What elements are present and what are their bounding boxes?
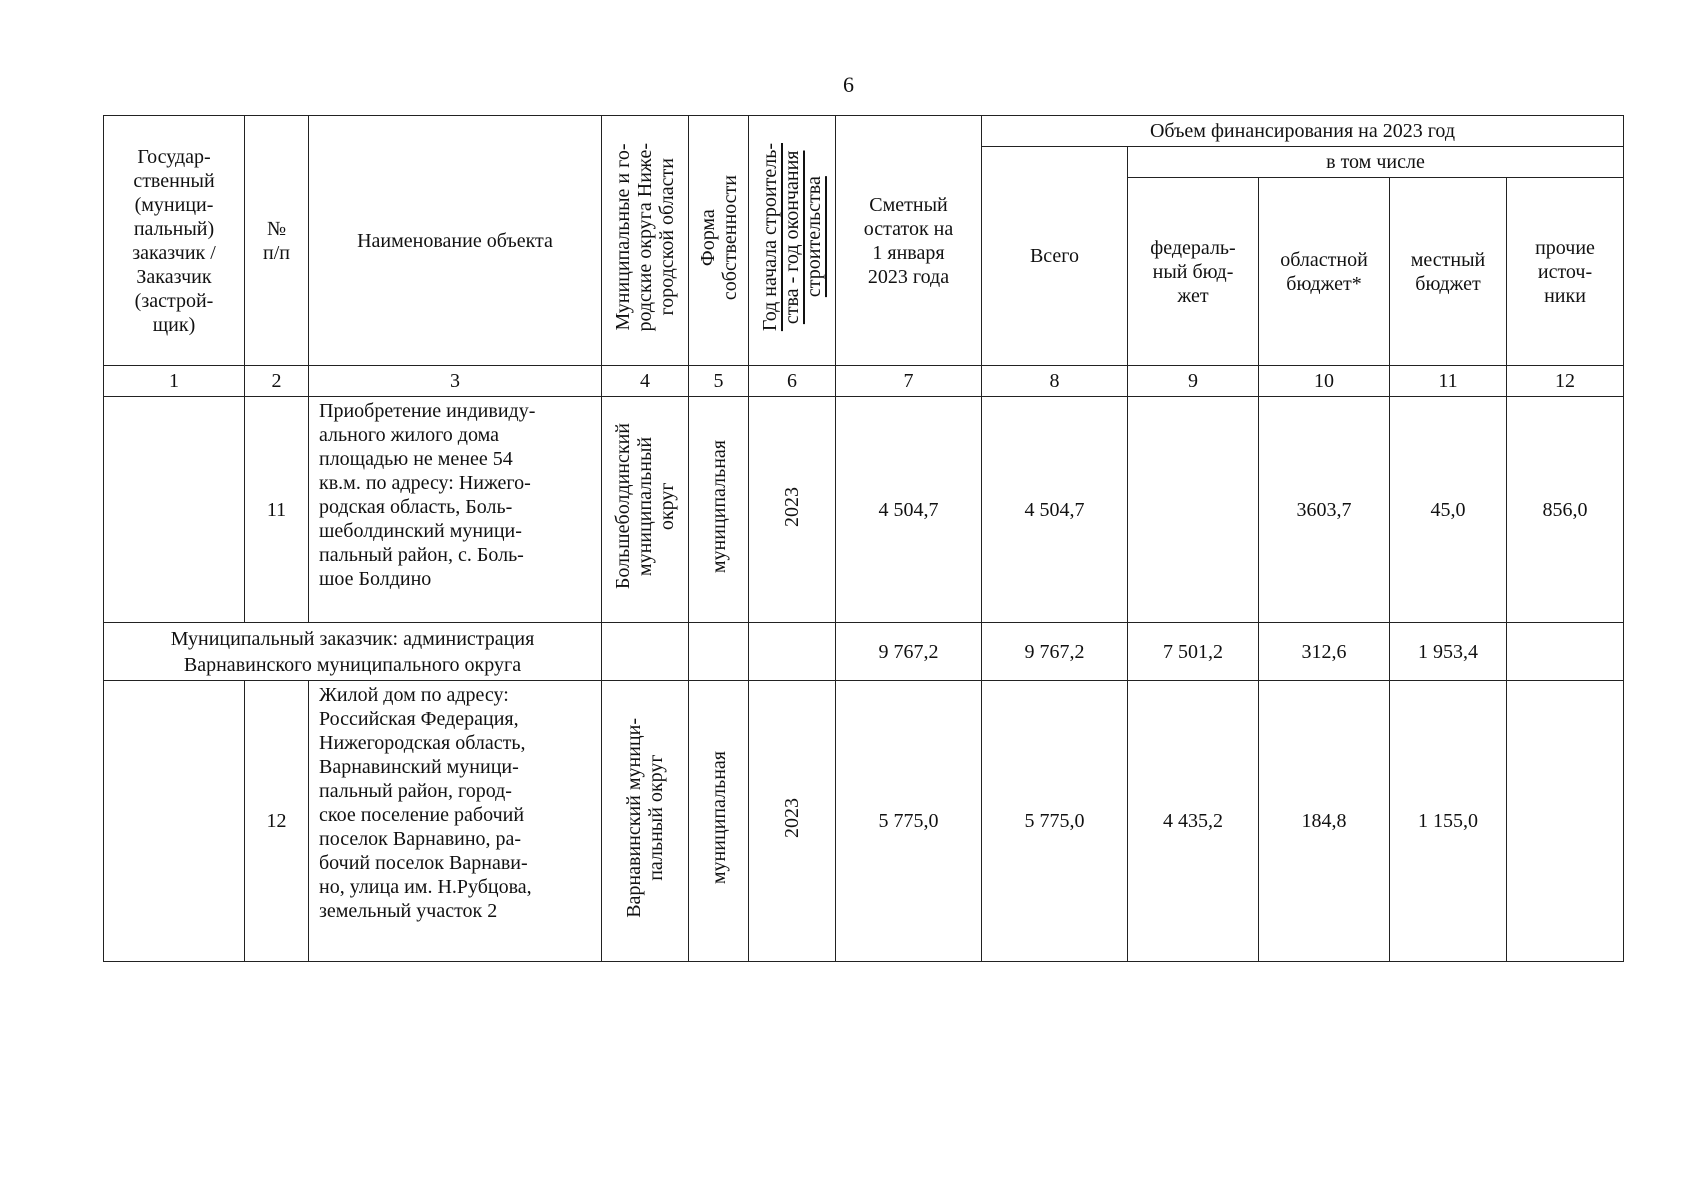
row-no: 12 bbox=[245, 681, 309, 962]
row-customer-cell bbox=[104, 681, 245, 962]
column-number: 9 bbox=[1128, 366, 1259, 397]
column-number: 10 bbox=[1259, 366, 1390, 397]
group-empty-cell bbox=[602, 623, 689, 681]
group-other bbox=[1507, 623, 1624, 681]
row-municipality-label: Большеболдинский муниципальный округ bbox=[612, 423, 678, 590]
header-ownership-label: Форма собственности bbox=[696, 174, 741, 301]
row-municipality-label: Варнавинский муници- пальный округ bbox=[623, 718, 667, 918]
group-federal: 7 501,2 bbox=[1128, 623, 1259, 681]
column-number: 2 bbox=[245, 366, 309, 397]
column-number: 6 bbox=[749, 366, 836, 397]
row-ownership bbox=[689, 397, 749, 623]
header-balance: Сметный остаток на 1 января 2023 года bbox=[836, 116, 982, 366]
header-regional: областной бюджет* bbox=[1259, 178, 1390, 366]
column-number: 4 bbox=[602, 366, 689, 397]
row-total: 5 775,0 bbox=[982, 681, 1128, 962]
row-balance: 5 775,0 bbox=[836, 681, 982, 962]
column-number: 3 bbox=[309, 366, 602, 397]
header-municipality bbox=[602, 116, 689, 366]
row-customer-cell bbox=[104, 397, 245, 623]
row-regional: 3603,7 bbox=[1259, 397, 1390, 623]
table-row bbox=[104, 681, 1624, 962]
header-years-label: Год начала строитель- ства - год окончания строительства bbox=[759, 143, 825, 332]
column-number: 11 bbox=[1390, 366, 1507, 397]
column-number: 8 bbox=[982, 366, 1128, 397]
row-object-name: Жилой дом по адресу: Российская Федерация, Нижегородская область, Варнавинский муници- пальный район, город- ское поселение рабочий поселок Варнавино, ра- бочий поселок Варнави- но, улица им. Н.Рубцова, земельный участок 2 bbox=[309, 681, 602, 962]
column-number: 5 bbox=[689, 366, 749, 397]
row-year bbox=[749, 681, 836, 962]
row-ownership-label: муниципальная bbox=[707, 751, 730, 885]
row-year-label: 2023 bbox=[781, 486, 803, 527]
row-regional: 184,8 bbox=[1259, 681, 1390, 962]
table-row bbox=[104, 397, 1624, 623]
header-federal: федераль- ный бюд- жет bbox=[1128, 178, 1259, 366]
header-financing: Объем финансирования на 2023 год bbox=[982, 116, 1624, 147]
header-other: прочие источ- ники bbox=[1507, 178, 1624, 366]
group-customer-row bbox=[104, 623, 1624, 681]
row-year bbox=[749, 397, 836, 623]
group-customer-label: Муниципальный заказчик: администрация Варнавинского муниципального округа bbox=[104, 623, 602, 681]
row-balance: 4 504,7 bbox=[836, 397, 982, 623]
row-total: 4 504,7 bbox=[982, 397, 1128, 623]
page-number: 6 bbox=[843, 72, 854, 97]
column-numbers-row bbox=[104, 366, 1624, 397]
row-municipality bbox=[602, 681, 689, 962]
group-total: 9 767,2 bbox=[982, 623, 1128, 681]
row-federal bbox=[1128, 397, 1259, 623]
row-ownership-label: муниципальная bbox=[707, 439, 730, 574]
row-federal: 4 435,2 bbox=[1128, 681, 1259, 962]
group-empty-cell bbox=[749, 623, 836, 681]
row-object-name: Приобретение индивиду- ального жилого дома площадью не менее 54 кв.м. по адресу: Нижего- родская область, Боль- шеболдинский муници- пальный район, с. Боль- шое Болдино bbox=[309, 397, 602, 623]
row-municipality bbox=[602, 397, 689, 623]
header-municipality-label: Муниципальные и го- родские округа Ниже- городской области bbox=[612, 143, 678, 332]
row-ownership bbox=[689, 681, 749, 962]
header-including: в том числе bbox=[1128, 147, 1624, 178]
group-local: 1 953,4 bbox=[1390, 623, 1507, 681]
group-regional: 312,6 bbox=[1259, 623, 1390, 681]
row-year-label: 2023 bbox=[781, 798, 803, 838]
group-empty-cell bbox=[689, 623, 749, 681]
header-customer: Государ- ственный (муници- пальный) заказчик / Заказчик (застрой- щик) bbox=[104, 116, 245, 366]
header-row-1 bbox=[104, 116, 1624, 147]
row-no: 11 bbox=[245, 397, 309, 623]
header-local: местный бюджет bbox=[1390, 178, 1507, 366]
row-local: 45,0 bbox=[1390, 397, 1507, 623]
header-total: Всего bbox=[982, 147, 1128, 366]
column-number: 12 bbox=[1507, 366, 1624, 397]
row-local: 1 155,0 bbox=[1390, 681, 1507, 962]
column-number: 7 bbox=[836, 366, 982, 397]
row-other: 856,0 bbox=[1507, 397, 1624, 623]
header-object-name: Наименование объекта bbox=[309, 116, 602, 366]
header-ownership bbox=[689, 116, 749, 366]
column-number: 1 bbox=[104, 366, 245, 397]
header-no: № п/п bbox=[245, 116, 309, 366]
header-years bbox=[749, 116, 836, 366]
budget-table bbox=[103, 115, 1624, 962]
row-other bbox=[1507, 681, 1624, 962]
group-balance: 9 767,2 bbox=[836, 623, 982, 681]
